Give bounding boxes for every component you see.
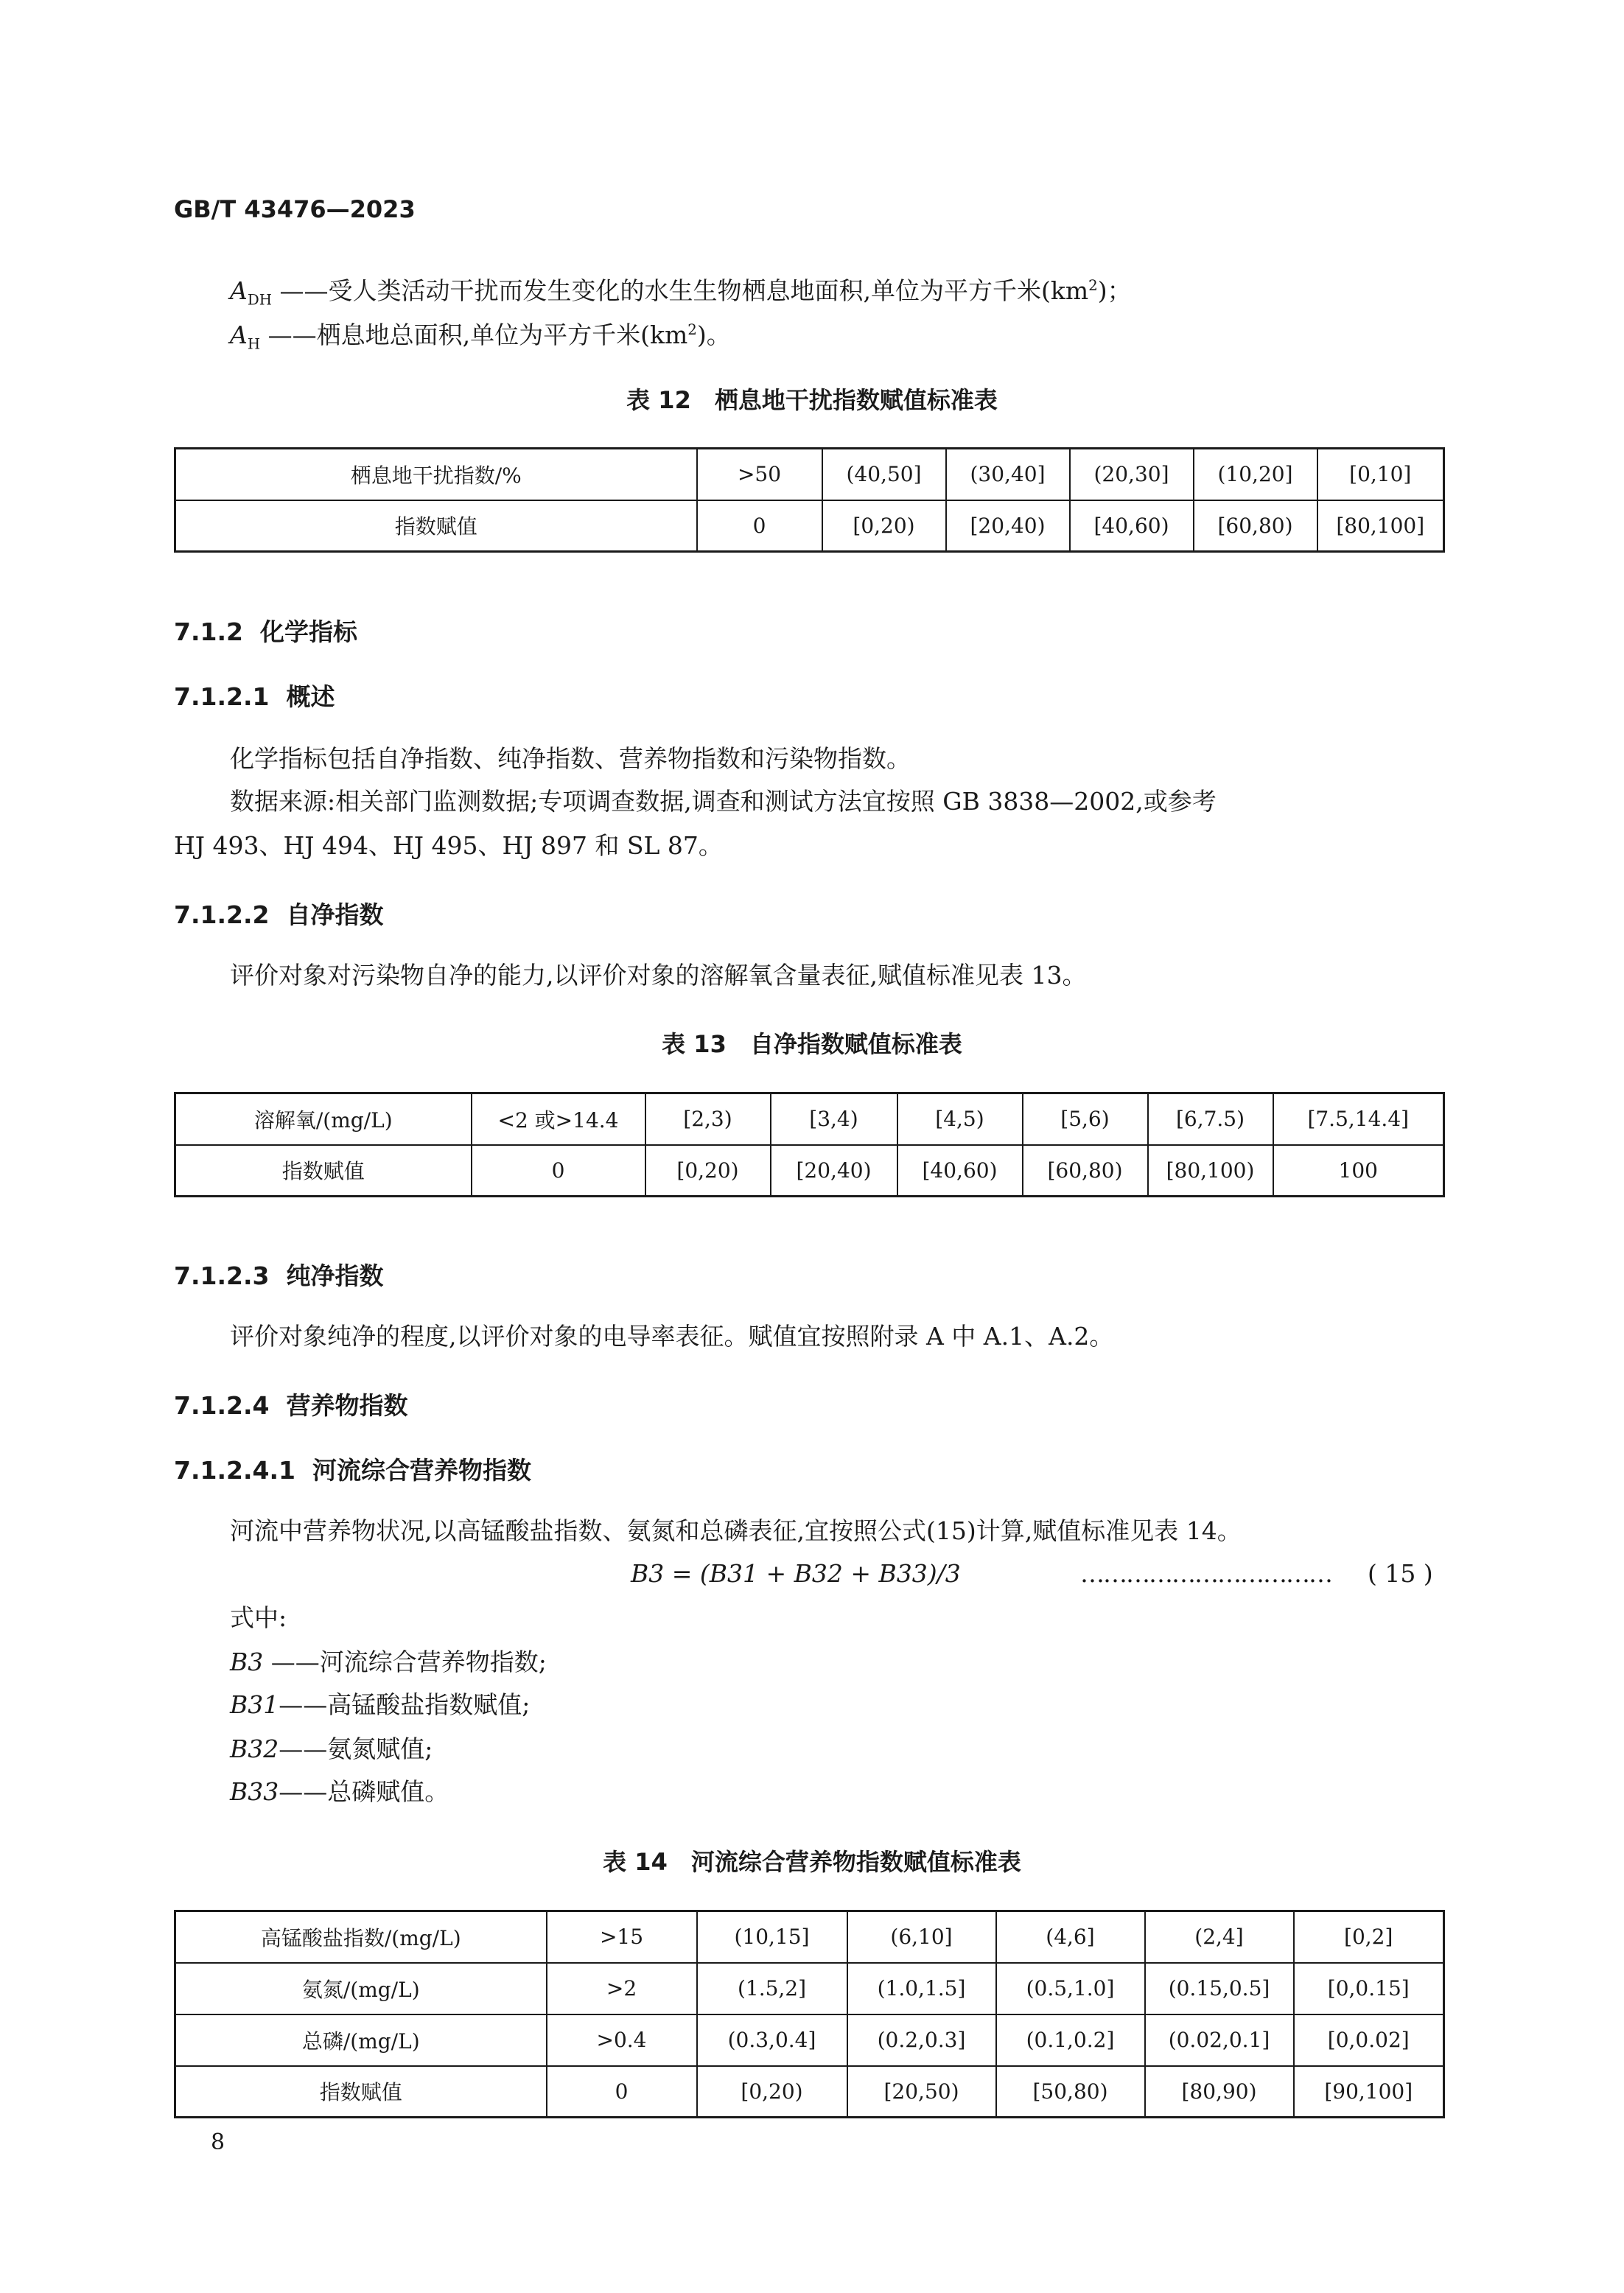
table-cell: >2 xyxy=(547,1963,697,2014)
definition-b33 xyxy=(230,1776,449,1808)
table-cell: (1.0,1.5] xyxy=(847,1963,996,2014)
table-cell: (10,15] xyxy=(697,1911,847,1963)
table-header-cell: 氨氮/(mg/L) xyxy=(175,1963,547,2014)
table-cell: [90,100] xyxy=(1294,2066,1444,2118)
section-title: 化学指标 xyxy=(259,617,357,646)
table-cell: (0.5,1.0] xyxy=(996,1963,1145,2014)
table-row xyxy=(175,1963,1444,2014)
table-14 xyxy=(174,1910,1445,2118)
page-number: 8 xyxy=(211,2129,225,2155)
table-cell: (10,20] xyxy=(1194,449,1317,500)
table-cell: (0.02,0.1] xyxy=(1145,2014,1294,2066)
table-13-caption: 表 13 自净指数赋值标准表 xyxy=(662,1030,962,1058)
paragraph: 化学指标包括自净指数、纯净指数、营养物指数和污染物指数。 xyxy=(230,744,911,773)
table-cell: [50,80) xyxy=(996,2066,1145,2118)
table-row xyxy=(175,2014,1444,2066)
definition-text: ——高锰酸盐指数赋值; xyxy=(279,1690,531,1719)
section-number: 7.1.2 xyxy=(174,617,243,646)
section-heading-7-1-2-2 xyxy=(174,896,383,931)
section-number: 7.1.2.2 xyxy=(174,900,270,929)
definition-superscript: 2 xyxy=(1088,277,1098,294)
table-cell: [20,40) xyxy=(946,500,1070,552)
table-cell: (0.15,0.5] xyxy=(1145,1963,1294,2014)
table-cell: >0.4 xyxy=(547,2014,697,2066)
paragraph: 数据来源:相关部门监测数据;专项调查数据,调查和测试方法宜按照 GB 3838—2002,或参考 xyxy=(230,787,1217,816)
table-cell: [3,4) xyxy=(771,1093,897,1145)
definition-symbol: B33 xyxy=(230,1777,279,1806)
definition-text: ——河流综合营养物指数; xyxy=(270,1648,547,1676)
table-cell: [80,100] xyxy=(1317,500,1444,552)
formula-number: ( 15 ) xyxy=(1368,1559,1433,1588)
definition-text: ——受人类活动干扰而发生变化的水生生物栖息地面积,单位为平方千米(km xyxy=(271,276,1089,305)
table-header-cell: 指数赋值 xyxy=(175,500,697,552)
table-cell: [60,80) xyxy=(1023,1145,1148,1197)
table-row xyxy=(175,1093,1444,1145)
table-cell: <2 或>14.4 xyxy=(472,1093,645,1145)
table-row xyxy=(175,2066,1444,2118)
section-heading-7-1-2-3 xyxy=(174,1257,383,1292)
table-header-cell: 指数赋值 xyxy=(175,1145,472,1197)
table-cell: [80,100) xyxy=(1148,1145,1273,1197)
table-cell: [0,2] xyxy=(1294,1911,1444,1963)
table-cell: [7.5,14.4] xyxy=(1273,1093,1444,1145)
definition-symbol: B32 xyxy=(230,1734,279,1763)
table-cell: [0,20) xyxy=(697,2066,847,2118)
table-row xyxy=(175,500,1444,552)
table-cell: (1.5,2] xyxy=(697,1963,847,2014)
table-cell: (6,10] xyxy=(847,1911,996,1963)
table-12 xyxy=(174,447,1445,553)
paragraph: 河流中营养物状况,以高锰酸盐指数、氨氮和总磷表征,宜按照公式(15)计算,赋值标准见表 14。 xyxy=(230,1516,1242,1545)
section-number: 7.1.2.4 xyxy=(174,1391,270,1420)
table-cell: 100 xyxy=(1273,1145,1444,1197)
section-title: 概述 xyxy=(286,682,335,711)
definition-tail: )。 xyxy=(696,321,731,349)
table-cell: [80,90) xyxy=(1145,2066,1294,2118)
table-cell: [20,40) xyxy=(771,1145,897,1197)
table-header-cell: 指数赋值 xyxy=(175,2066,547,2118)
definition-subscript: H xyxy=(247,335,261,353)
section-number: 7.1.2.1 xyxy=(174,682,270,711)
table-cell: 0 xyxy=(547,2066,697,2118)
definition-symbol: B3 xyxy=(230,1648,271,1676)
formula-15: B3 = (B31 + B32 + B33)/3 xyxy=(631,1559,961,1588)
table-cell: (0.3,0.4] xyxy=(697,2014,847,2066)
table-cell: [0,10] xyxy=(1317,449,1444,500)
definition-text: ——栖息地总面积,单位为平方千米(km xyxy=(260,321,688,349)
definition-superscript: 2 xyxy=(687,321,697,338)
definition-adh xyxy=(230,270,1132,317)
paragraph: 评价对象纯净的程度,以评价对象的电导率表征。赋值宜按照附录 A 中 A.1、A.2。 xyxy=(230,1322,1114,1351)
definition-b31 xyxy=(230,1689,530,1721)
section-heading-7-1-2-4-1 xyxy=(174,1452,531,1486)
table-cell: (40,50] xyxy=(822,449,946,500)
definition-ah xyxy=(230,314,731,361)
table-cell: [6,7.5) xyxy=(1148,1093,1273,1145)
table-cell: 0 xyxy=(697,500,822,552)
table-14-caption: 表 14 河流综合营养物指数赋值标准表 xyxy=(603,1848,1021,1876)
definition-b3 xyxy=(230,1646,547,1678)
table-header-cell: 总磷/(mg/L) xyxy=(175,2014,547,2066)
table-cell: [0,0.15] xyxy=(1294,1963,1444,2014)
table-cell: [0,20) xyxy=(645,1145,771,1197)
section-title: 河流综合营养物指数 xyxy=(312,1456,531,1485)
definition-symbol: A xyxy=(230,321,248,349)
section-heading-7-1-2-4 xyxy=(174,1387,407,1421)
definition-b32 xyxy=(230,1733,433,1765)
table-cell: [5,6) xyxy=(1023,1093,1148,1145)
table-cell: [60,80) xyxy=(1194,500,1317,552)
definition-text: ——氨氮赋值; xyxy=(279,1734,433,1763)
table-cell: (30,40] xyxy=(946,449,1070,500)
table-cell: (4,6] xyxy=(996,1911,1145,1963)
definition-symbol: B31 xyxy=(230,1690,279,1719)
table-cell: [20,50) xyxy=(847,2066,996,2118)
definition-symbol: A xyxy=(230,276,248,305)
table-header-cell: 高锰酸盐指数/(mg/L) xyxy=(175,1911,547,1963)
table-cell: [4,5) xyxy=(897,1093,1023,1145)
table-cell: >15 xyxy=(547,1911,697,1963)
table-cell: (20,30] xyxy=(1070,449,1194,500)
table-row xyxy=(175,1911,1444,1963)
table-12-caption: 表 12 栖息地干扰指数赋值标准表 xyxy=(626,386,998,414)
document-code: GB/T 43476—2023 xyxy=(174,195,416,223)
table-cell: >50 xyxy=(697,449,822,500)
table-cell: (0.2,0.3] xyxy=(847,2014,996,2066)
table-cell: (0.1,0.2] xyxy=(996,2014,1145,2066)
table-cell: [2,3) xyxy=(645,1093,771,1145)
table-header-cell: 栖息地干扰指数/% xyxy=(175,449,697,500)
table-header-cell: 溶解氧/(mg/L) xyxy=(175,1093,472,1145)
table-row xyxy=(175,1145,1444,1197)
section-heading-7-1-2 xyxy=(174,613,357,648)
section-title: 营养物指数 xyxy=(286,1391,408,1420)
section-title: 自净指数 xyxy=(286,900,384,929)
table-13 xyxy=(174,1092,1445,1197)
table-cell: [40,60) xyxy=(1070,500,1194,552)
definition-tail: )； xyxy=(1097,276,1132,305)
formula-leader: …………………………… xyxy=(1080,1559,1331,1588)
section-number: 7.1.2.4.1 xyxy=(174,1456,295,1485)
table-row xyxy=(175,449,1444,500)
definition-text: ——总磷赋值。 xyxy=(279,1777,449,1806)
where-label: 式中: xyxy=(230,1603,287,1632)
paragraph-continuation: HJ 493、HJ 494、HJ 495、HJ 897 和 SL 87。 xyxy=(174,831,723,860)
table-cell: [0,0.02] xyxy=(1294,2014,1444,2066)
definition-subscript: DH xyxy=(247,291,272,309)
table-cell: (2,4] xyxy=(1145,1911,1294,1963)
paragraph: 评价对象对污染物自净的能力,以评价对象的溶解氧含量表征,赋值标准见表 13。 xyxy=(230,961,1087,990)
table-cell: 0 xyxy=(472,1145,645,1197)
section-number: 7.1.2.3 xyxy=(174,1261,270,1290)
table-cell: [0,20) xyxy=(822,500,946,552)
table-cell: [40,60) xyxy=(897,1145,1023,1197)
section-heading-7-1-2-1 xyxy=(174,678,335,713)
section-title: 纯净指数 xyxy=(286,1261,384,1290)
